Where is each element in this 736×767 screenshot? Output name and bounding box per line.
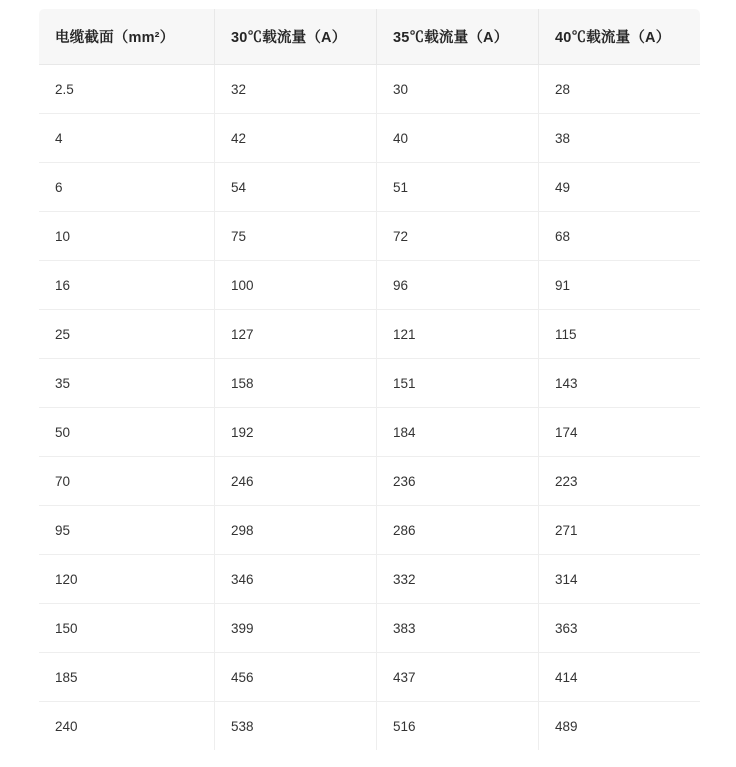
table-body (39, 65, 701, 751)
column-header-section: 电缆截面（mm²） (39, 9, 215, 65)
column-header-ampacity-40c: 40℃载流量（A） (539, 9, 701, 65)
cell-ampacity: 489 (539, 702, 701, 751)
cell-section: 70 (39, 457, 215, 506)
cell-ampacity: 271 (539, 506, 701, 555)
cell-ampacity: 100 (215, 261, 377, 310)
cell-ampacity: 49 (539, 163, 701, 212)
cell-ampacity: 75 (215, 212, 377, 261)
cell-section: 2.5 (39, 65, 215, 114)
table-row (39, 604, 701, 653)
cell-section: 95 (39, 506, 215, 555)
cell-ampacity: 91 (539, 261, 701, 310)
cable-ampacity-table (38, 8, 701, 751)
cell-ampacity: 184 (377, 408, 539, 457)
cell-ampacity: 174 (539, 408, 701, 457)
cell-ampacity: 68 (539, 212, 701, 261)
cell-ampacity: 246 (215, 457, 377, 506)
table-row (39, 506, 701, 555)
column-header-ampacity-30c: 30℃载流量（A） (215, 9, 377, 65)
cell-ampacity: 42 (215, 114, 377, 163)
column-header-ampacity-35c: 35℃载流量（A） (377, 9, 539, 65)
cell-ampacity: 516 (377, 702, 539, 751)
cell-ampacity: 40 (377, 114, 539, 163)
cell-ampacity: 298 (215, 506, 377, 555)
table-row (39, 359, 701, 408)
cell-ampacity: 54 (215, 163, 377, 212)
table-row (39, 163, 701, 212)
cell-section: 120 (39, 555, 215, 604)
table-header-row (39, 9, 701, 65)
cell-section: 10 (39, 212, 215, 261)
cell-ampacity: 363 (539, 604, 701, 653)
cell-ampacity: 115 (539, 310, 701, 359)
cell-section: 50 (39, 408, 215, 457)
cell-ampacity: 414 (539, 653, 701, 702)
cell-ampacity: 346 (215, 555, 377, 604)
cell-ampacity: 158 (215, 359, 377, 408)
cell-ampacity: 399 (215, 604, 377, 653)
cell-section: 16 (39, 261, 215, 310)
table-row (39, 653, 701, 702)
cell-ampacity: 538 (215, 702, 377, 751)
table-row (39, 310, 701, 359)
cell-ampacity: 28 (539, 65, 701, 114)
table-row (39, 114, 701, 163)
cell-section: 150 (39, 604, 215, 653)
cell-ampacity: 127 (215, 310, 377, 359)
table-row (39, 555, 701, 604)
cell-ampacity: 121 (377, 310, 539, 359)
cell-ampacity: 30 (377, 65, 539, 114)
cell-ampacity: 236 (377, 457, 539, 506)
cell-ampacity: 223 (539, 457, 701, 506)
cell-section: 35 (39, 359, 215, 408)
cell-section: 6 (39, 163, 215, 212)
cell-ampacity: 286 (377, 506, 539, 555)
table-row (39, 212, 701, 261)
cell-ampacity: 143 (539, 359, 701, 408)
cell-ampacity: 96 (377, 261, 539, 310)
table-header (39, 9, 701, 65)
cell-ampacity: 51 (377, 163, 539, 212)
cell-ampacity: 151 (377, 359, 539, 408)
cell-ampacity: 72 (377, 212, 539, 261)
table-row (39, 457, 701, 506)
cell-section: 240 (39, 702, 215, 751)
cell-section: 25 (39, 310, 215, 359)
cell-ampacity: 383 (377, 604, 539, 653)
cell-section: 4 (39, 114, 215, 163)
cell-ampacity: 38 (539, 114, 701, 163)
cell-ampacity: 32 (215, 65, 377, 114)
cell-ampacity: 456 (215, 653, 377, 702)
table-row (39, 702, 701, 751)
cell-section: 185 (39, 653, 215, 702)
table-row (39, 65, 701, 114)
table-row (39, 261, 701, 310)
cell-ampacity: 437 (377, 653, 539, 702)
table-row (39, 408, 701, 457)
cell-ampacity: 332 (377, 555, 539, 604)
cell-ampacity: 192 (215, 408, 377, 457)
cell-ampacity: 314 (539, 555, 701, 604)
